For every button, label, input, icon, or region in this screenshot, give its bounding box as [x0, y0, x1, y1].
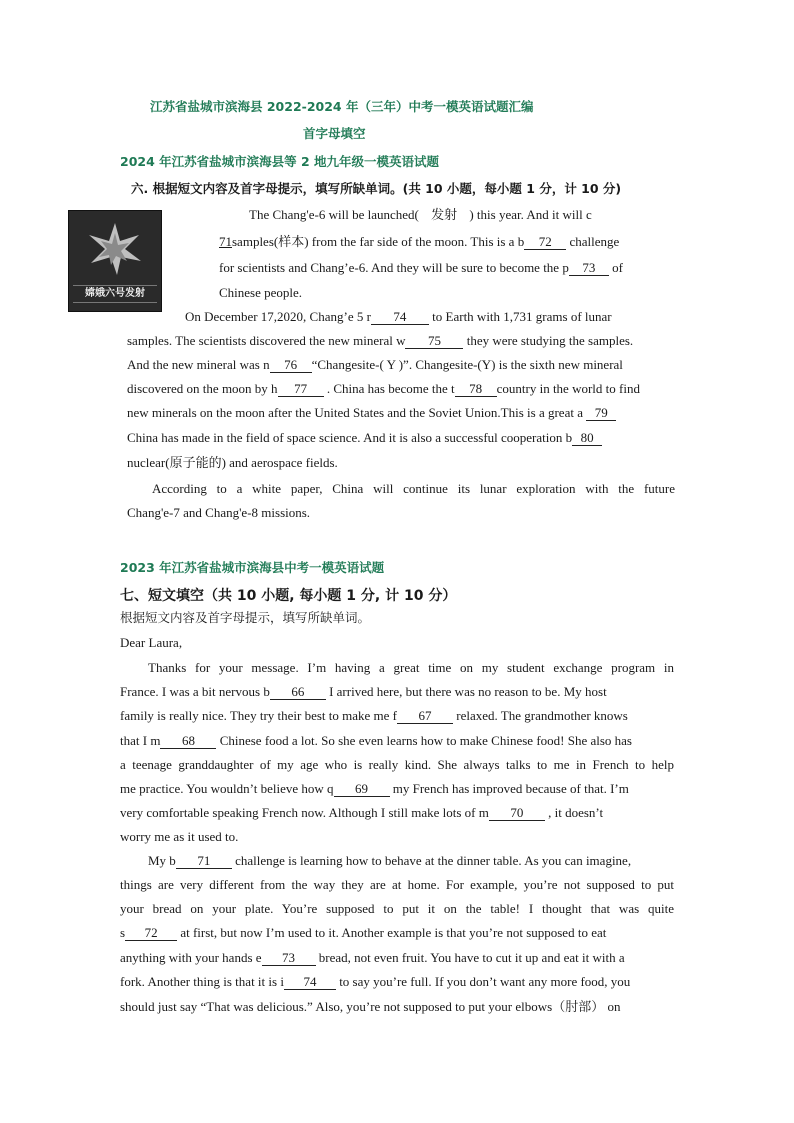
section2-heading: 七、短文填空（共 10 小题, 每小题 1 分, 计 10 分）	[120, 588, 457, 604]
s2-line-10: things are very different from the way they are at home. For example, you’re not supposed to put	[120, 877, 674, 892]
answer-blank-78[interactable]: 78	[455, 381, 497, 397]
document-subtitle: 首字母填空	[303, 126, 366, 141]
s1-line-11: nuclear(原子能的) and aerospace fields.	[127, 455, 338, 470]
s2-line-12: s 72 at first, but now I’m used to it. Another example is that you’re not supposed to eat	[120, 925, 607, 940]
answer-blank-71[interactable]: 71	[176, 853, 232, 869]
launch-photo	[68, 210, 162, 312]
s2-line-1: Thanks for your message. I’m having a great time on my student exchange program in	[148, 660, 674, 675]
answer-blank-77[interactable]: 77	[278, 381, 324, 397]
answer-blank-75[interactable]: 75	[405, 333, 463, 349]
s2-line-8: worry me as it used to.	[120, 829, 239, 844]
answer-blank-73[interactable]: 73	[262, 950, 316, 966]
s1-line-10: China has made in the field of space science. And it is also a successful cooperation b 80	[127, 430, 602, 446]
s1-line-9: new minerals on the moon after the United States and the Soviet Union.This is a great a 79	[127, 405, 616, 421]
answer-blank-67[interactable]: 67	[397, 708, 453, 724]
answer-blank-72[interactable]: 72	[524, 234, 566, 250]
rocket-launch-icon	[87, 221, 143, 277]
photo-caption: 嫦娥六号发射	[73, 285, 157, 303]
section1-instruction: 六. 根据短文内容及首字母提示，填写所缺单词。(共 10 小题，每小题 1 分，计 10 分)	[131, 181, 622, 196]
answer-blank-70[interactable]: 70	[489, 805, 545, 821]
s1-line-1: The Chang'e-6 will be launched( 发射 ) this year. And it will c	[249, 207, 592, 223]
section1-title: 2024 年江苏省盐城市滨海县等 2 地九年级一模英语试题	[120, 154, 440, 169]
s1-line-2: 71samples(样本) from the far side of the moon. This is a b 72 challenge	[219, 234, 620, 249]
s2-line-14: fork. Another thing is that it is i 74 to say you’re full. If you don’t want any more food, you	[120, 974, 631, 989]
answer-blank-80[interactable]: 80	[572, 430, 602, 446]
document-title: 江苏省盐城市滨海县 2022-2024 年（三年）中考一模英语试题汇编	[150, 99, 534, 114]
s2-line-15: should just say “That was delicious.” Also, you’re not supposed to put your elbows（肘部） on	[120, 999, 621, 1014]
answer-blank-68[interactable]: 68	[160, 733, 216, 749]
letter-greeting: Dear Laura,	[120, 635, 183, 650]
s2-line-9: My b 71 challenge is learning how to behave at the dinner table. As you can imagine,	[148, 853, 632, 868]
section2-title: 2023 年江苏省盐城市滨海县中考一模英语试题	[120, 560, 385, 575]
s2-line-2: France. I was a bit nervous b 66 I arrived here, but there was no reason to be. My host	[120, 684, 607, 699]
s1-line-5: On December 17,2020, Chang’e 5 r 74 to Earth with 1,731 grams of lunar	[185, 309, 612, 324]
answer-blank-76[interactable]: 76	[270, 357, 312, 373]
s1-line-8: discovered on the moon by h 77 . China has become the t 78 country in the world to find	[127, 381, 640, 396]
s2-line-5: a teenage granddaughter of my age who is really kind. She always talks to me in French to help	[120, 757, 674, 772]
s1-line-4: Chinese people.	[219, 285, 303, 300]
answer-blank-66[interactable]: 66	[270, 684, 326, 700]
s1-line-13: Chang'e-7 and Chang'e-8 missions.	[127, 505, 311, 520]
section2-instruction: 根据短文内容及首字母提示，填写所缺单词。	[120, 610, 371, 625]
answer-blank-72[interactable]: 72	[125, 925, 177, 941]
answer-blank-74[interactable]: 74	[284, 974, 336, 990]
s2-line-3: family is really nice. They try their best to make me f 67 relaxed. The grandmother knows	[120, 708, 628, 723]
answer-blank-69[interactable]: 69	[334, 781, 390, 797]
s2-line-4: that I m 68 Chinese food a lot. So she even learns how to make Chinese food! She also has	[120, 733, 632, 748]
s2-line-13: anything with your hands e 73 bread, not even fruit. You have to cut it up and eat it with a	[120, 950, 625, 965]
s2-line-6: me practice. You wouldn’t believe how q 69 my French has improved because of that. I’m	[120, 781, 629, 796]
answer-blank-74[interactable]: 74	[371, 309, 429, 325]
s1-line-7: And the new mineral was n 76 “Changesite-( Y )”. Changesite-(Y) is the sixth new mineral	[127, 357, 623, 372]
s1-line-3: for scientists and Chang’e-6. And they will be sure to become the p 73 of	[219, 260, 623, 275]
answer-blank-79[interactable]: 79	[586, 405, 616, 421]
s2-line-7: very comfortable speaking French now. Although I still make lots of m 70 , it doesn’t	[120, 805, 604, 820]
s1-line-12: According to a white paper, China will continue its lunar exploration with the future	[152, 481, 675, 496]
s1-line-6: samples. The scientists discovered the new mineral w 75 they were studying the samples.	[127, 333, 634, 348]
answer-blank-73[interactable]: 73	[569, 260, 609, 276]
s2-line-11: your bread on your plate. You’re supposed to put it on the table! I thought that was quite	[120, 901, 674, 916]
